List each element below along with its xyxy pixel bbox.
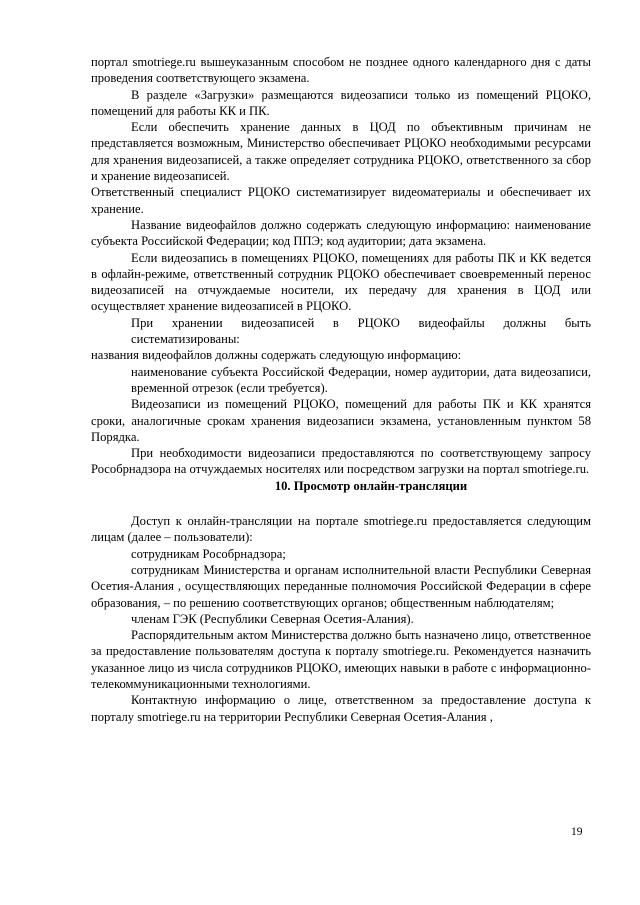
spacer bbox=[91, 494, 591, 513]
page-number: 19 bbox=[571, 826, 583, 838]
list-item: сотрудникам Министерства и органам исполнительной власти Республики Северная Осетия-Алания , осуществляющих переданные полномочия Российской Федерации в сфере образования, – по решению соответствующих органов; общественным наблюдателям; bbox=[91, 562, 591, 610]
document-page bbox=[91, 54, 591, 725]
paragraph: наименование субъекта Российской Федерации, номер аудитории, дата видеозаписи, временной отрезок (если требуется). bbox=[131, 364, 591, 395]
section-heading: 10. Просмотр онлайн-трансляции bbox=[274, 478, 468, 493]
paragraph: названия видеофайлов должны содержать следующую информацию: bbox=[91, 348, 462, 363]
list-item: членам ГЭК (Республики Северная Осетия-Алания). bbox=[131, 611, 414, 626]
paragraph: Если видеозапись в помещениях РЦОКО, помещениях для работы ПК и КК ведется в офлайн-режиме, ответственный сотрудник РЦОКО обеспечивает своевременный перенос видеозаписей на отчуждаемые носители, их передачу для хранения в ЦОД или осуществляет хранение видеозаписей в РЦОКО. bbox=[91, 250, 591, 314]
paragraph: При хранении видеозаписей в РЦОКО видеофайлы должны быть систематизированы: bbox=[131, 315, 591, 347]
paragraph: портал smotriege.ru вышеуказанным способом не позднее одного календарного дня с даты проведения соответствующего экзамена. bbox=[91, 55, 591, 86]
paragraph: Название видеофайлов должно содержать следующую информацию: наименование субъекта Российской Федерации; код ППЭ; код аудитории; дата экзамена. bbox=[91, 217, 591, 249]
paragraph: В разделе «Загрузки» размещаются видеозаписи только из помещений РЦОКО, помещений для работы КК и ПК. bbox=[91, 87, 591, 118]
paragraph: Контактную информацию о лице, ответственном за предоставление доступа к порталу smotriege.ru на территории Республики Северная Осетия-Алания , bbox=[91, 693, 591, 724]
paragraph: При необходимости видеозаписи предоставляются по соответствующему запросу Рособрнадзора на отчуждаемых носителях или посредством загрузки на портал smotriege.ru. bbox=[91, 446, 591, 477]
paragraph: Доступ к онлайн-трансляции на портале smotriege.ru предоставляется следующим лицам (далее – пользователи): bbox=[91, 514, 591, 545]
paragraph: Видеозаписи из помещений РЦОКО, помещений для работы ПК и КК хранятся сроки, аналогичные срокам хранения видеозаписи экзамена, установленным пунктом 58 Порядка. bbox=[91, 397, 591, 444]
paragraph: Распорядительным актом Министерства должно быть назначено лицо, ответственное за предоставление пользователям доступа к порталу smotriege.ru. Рекомендуется назначить указанное лицо из числа сотрудников РЦОКО, имеющих навыки в работе с информационно-телекоммуникационными технологиями. bbox=[91, 628, 591, 691]
list-item: сотрудникам Рособрнадзора; bbox=[131, 546, 286, 561]
paragraph: Ответственный специалист РЦОКО систематизирует видеоматериалы и обеспечивает их хранение. bbox=[91, 185, 591, 216]
paragraph: Если обеспечить хранение данных в ЦОД по объективным причинам не представляется возможным, Министерство обеспечивает РЦОКО необходимыми ресурсами для хранения видеозаписей, а также определяет сотрудника РЦОКО, ответственного за сбор и хранение видеозаписей. bbox=[91, 120, 591, 184]
